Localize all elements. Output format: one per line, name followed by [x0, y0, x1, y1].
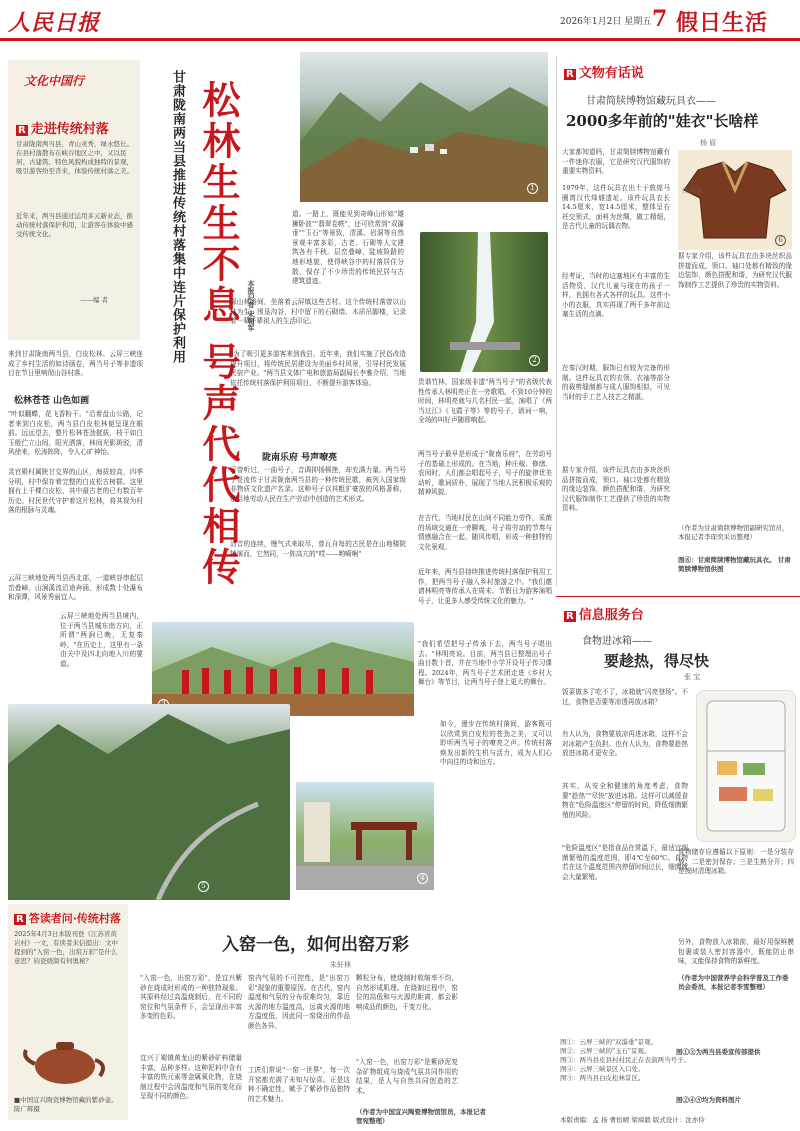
- masthead-rule: [0, 38, 800, 41]
- issue-date: 2026年1月2日 星期五: [560, 17, 652, 27]
- reader-question: 2025年4月3日本版刊登《江苏省黄岩村》一文，有读者来信提出：文中提到的"入窑一色，出窑万彩"是什么意思？钧瓷烧制有何奥秘？: [14, 930, 118, 965]
- caption-5: 图⑤：两当县白皮松林景区。: [560, 1074, 645, 1082]
- service-author: 张 宝: [684, 673, 701, 681]
- photo-credit-1: 图①③为两当县委宣传部提供: [676, 1048, 761, 1056]
- caption-3: 图③：两当县皮县村村民正在表演两当号子。: [560, 1056, 690, 1064]
- service-body-5: 食物储存应遵循以下原则：一是分装存放；二是密封保存；三是生熟分开；四是按时清理冰箱。: [678, 848, 794, 876]
- reader-note: （作者为中国宜兴陶瓷博物馆馆员，本报记者管宛整理）: [356, 1108, 486, 1125]
- feature-body-2: 深山林谷间，坐落着云屏镇这些古村。这个传统村落曾以山林为生，围垦沟谷，村中留下的石砌墙、木质吊脚楼，记录着一辈子辈祖人的生活印记。: [230, 298, 406, 326]
- feature-body-8: 在古代，当地村民在山间不同能力劳作，采菌的场域交通在一旁聊观，号子将劳动的节奏与情感融合在一起，随风传唱，形成一种独特的文化景观。: [418, 514, 552, 551]
- artifact-author: 杨 眉: [700, 139, 717, 147]
- artifact-title: 2000多年前的"娃衣"长啥样: [566, 112, 759, 130]
- artifact-kicker: 甘肃简牍博物馆藏玩具衣——: [586, 96, 716, 107]
- reader-body-1: "入窑一色，出窑万彩"，是宜兴紫砂在烧成时形成的一种独特现象。其原料经过高温烧制后，在不同的窑位和气氛条件下，会呈现出丰富多变的色彩。: [140, 974, 242, 1021]
- tag-service: R 信息服务台: [566, 608, 644, 623]
- artifact-caption: 图⑥：甘肃简牍博物馆藏玩具衣。 甘肃简牍博物馆供图: [678, 556, 791, 573]
- reader-body-5: 颗粒分布，使烧制时收缩率不均，自然形成肌理。在烧制过程中，窑位的高低和与火源的距离，都会影响成品的颜色，千变万化。: [356, 974, 458, 1011]
- feature-body-3: "为了吸引更多游客来到我县，近年来，我们实施了民俗改造提升项目，将传统民居建设为美丽乡村风景，引导村民发展民宿产业。"两当县文体广电和旅游局副局长李雅介绍，当地依托传统村落保护利用项目，不断提升游客体验。: [230, 350, 406, 387]
- feature-body-5: 清音的连续，慢气式来取尽，曾瓦自每的古民是在山地楼院特演而，它然同，一阵高亢的"哎——哟嗬啊": [230, 540, 406, 558]
- left-poem: 云屏三峡地处两当县境内，位于两当县城东南方向，正所谓"两涧已晚，无复秦岭。"在历史上，这里有一条由关中及四北向地入川的要道。: [60, 612, 143, 668]
- artifact-body-cont: 据专家介绍，该件玩具衣由多块丝织品拼接而成，领口、袖口处都有精致的缘边装饰，颜色搭配和谐，为研究汉代服饰制作工艺提供了珍贵的实物资料。: [678, 252, 792, 289]
- photo-waterfall: [420, 232, 548, 372]
- photo-toy-garment: [678, 150, 792, 250]
- photo-gate: [296, 782, 434, 890]
- artifact-body-3: 经考证，当时的边塞地区有丰富的生活物资，汉代儿童与现在的孩子一样，也拥有各式各样的玩具。这件小小的衣服，真实再现了两千多年前边塞生活的点滴。: [562, 272, 670, 319]
- intro-panel: [8, 60, 140, 340]
- service-body-4: "危险温度区"是指食品在常温下，最适宜细菌繁殖的温度范围，即4℃至60℃。食物若在这个温度范围内停留时间过长，细菌就会大量繁殖。: [562, 844, 688, 881]
- photo-label: 竹·玩具: [682, 188, 702, 195]
- service-title: 要趁热，得尽快: [604, 652, 710, 670]
- photo-num-2: 2: [529, 355, 540, 366]
- captions-block: [560, 1038, 794, 1083]
- photo-num-6: 6: [775, 235, 786, 246]
- teapot-illustration: [20, 1030, 110, 1088]
- service-body-1: 饭菜做多了吃不了，冰箱就"闪亮登场"。不过，食物是否要等凉透再放冰箱？: [562, 688, 688, 706]
- service-kicker: 食物进冰箱——: [582, 636, 652, 647]
- artifact-body-4: 在秦汉时期，服饰已有较为完备的形制。这件玩具衣的衣领、衣袖等部分的裁剪缝制都与成人服饰相似，可见当时的手工艺人技艺之精湛。: [562, 364, 670, 401]
- left-body-1: 来到甘肃陇南两当县，白皮松林、云屏三峡连成了乡村生活的如诗画卷，两当号子等非遗项目在节日里响彻山谷村落。: [8, 350, 143, 378]
- editor-sign: ——编 者: [80, 296, 109, 304]
- reader-title: 入窑一色，如何出窑万彩: [222, 935, 409, 955]
- reader-body-2: 宜兴丁蜀镇黄龙山的紫砂矿料储量丰富，品种多样。这种泥料中含有丰富的铁元素等金属氧化物，在烧制过程中会因温度和气氛的变化而呈现不同的颜色。: [140, 1054, 242, 1101]
- artifact-note: （作者为甘肃简牍博物馆副研究馆员，本报记者李琛奕采访整理）: [678, 524, 789, 541]
- service-note: （作者为中国营养学会科学普及工作委员会委员，本报记者李雪整理）: [678, 974, 789, 991]
- page-number: 7: [652, 6, 668, 32]
- feature-headline: 松林生生不息 号声代代相传: [196, 80, 241, 589]
- caption-4: 图④：云屏三峡景区入口处。: [560, 1065, 645, 1073]
- page-credit: 本版责编：孟 扬 曹怡晴 梁璋毅 版式设计：沈亦伶: [560, 1116, 705, 1124]
- tag-artifact: R 文物有话说: [566, 66, 644, 81]
- left-body-4: 云屏三峡地处两当县西北部，一道峡谷串起层峦叠嶂，山涧溪流沿途奔涌，形成数十处瀑布和深潭，风景秀丽宜人。: [8, 574, 143, 602]
- photo-num-5: 5: [198, 881, 209, 892]
- feature-body-10: "我们希望把号子传承下去，两当号子唱出去。"林明亮说。目前，两当县已整理出号子曲目数十首，并在当地中小学开设号子传习课程。2024年，两当号子艺术团走进《乡村大舞台》等节目，让两当号子登上更大的舞台。: [418, 640, 552, 687]
- reader-body-4: 工匠们常说"一窑一世界"，每一次开窑都充满了未知与惊喜。正是这种不确定性，赋予了紫砂作品独特的艺术魅力。: [248, 1066, 350, 1103]
- fridge-illustration: [696, 690, 796, 842]
- feature-subhead: 甘肃陇南两当县推进传统村落集中连片保护利用: [170, 70, 185, 364]
- left-body-2: "叶似翻蝶，花飞香粉干。"沿着盘山公路，记者来到白皮松，两当县白皮松林便呈现在眼前。远远望去，整片松林苍劲挺拔，枝干如白玉般伫立山间，阳光洒落，林间光影斑驳，清风徐来，松涛阵阵，令人心旷神怡。: [8, 410, 143, 457]
- service-body-3: 其实，从安全和健康的角度考虑，食物要"趁热""尽快"放进冰箱。这样可以减缓食物在"危险温度区"停留的时间，降低细菌繁殖的风险。: [562, 782, 688, 819]
- feature-body-9: 近年来，两当县持续推进传统村落保护利用工作，把两当号子融入乡村旅游之中。"我们邀请林明亮等传承人在周末、节假日为游客演唱号子，让更多人感受传统文化的魅力。": [418, 568, 552, 605]
- reader-author: 朱轩林: [330, 961, 351, 969]
- section-title: 假日生活: [676, 10, 769, 36]
- reader-body-3: 窑内气氛的不可控性，是"出窑万彩"现象的重要原因。在古代，窑内温度和气氛的分布很难均匀，靠近火源的地方温度高，远离火源的地方温度低，因此同一窑烧出的作品颜色各异。: [248, 974, 350, 1030]
- photo-num-4: 4: [417, 873, 428, 884]
- photo-performers: [152, 622, 414, 716]
- subhead-pines: 松林苍苍 山色如画: [14, 396, 90, 406]
- intro-text: 甘肃陇南两当县，青山灵秀，绿水悠长。在县村落散布在峡谷地区之中，又以民居、古建筑、特色风貌构成独特的景观，吸引游客纷至沓来，体验传统村落之美。: [16, 140, 133, 175]
- photo-num-1: 1: [527, 183, 538, 194]
- artifact-body-1: 大家都知道吗，甘肃简牍博物馆藏有一件迷你衣服，它是研究汉代服饰的重要实物资料。: [562, 148, 670, 176]
- feature-body-7: 两当号子最早是形成于"陇南乐府"，在劳动号子的基础上形成的。在当地，种庄稼、修缮、农闲时，人们都会唱起号子，号子的旋律优美动听，歌词质朴，展现了当地人民积极乐观的精神风貌。: [418, 450, 552, 497]
- reader-body-6: "入窑一色，出窑万彩"是紫砂泥复杂矿物组成与烧成气氛共同作用的结果，是人与自然共同创造的艺术。: [356, 1058, 458, 1095]
- service-body-6: 另外，食物放入冰箱前，最好用保鲜膜包裹或装入密封容器中，既能防止串味，又能保持食物的新鲜度。: [678, 938, 794, 966]
- caption-2: 图②：云屏三峡的"玉石"景观。: [560, 1047, 651, 1055]
- artifact-body-5: 据专家介绍，该件玩具衣由多块丝织品拼接而成，领口、袖口处都有精致的缘边装饰，颜色搭配和谐，为研究汉代服饰制作工艺提供了珍贵的实物资料。: [562, 466, 670, 513]
- service-body-2: 有人认为，食物要放凉再进冰箱，这样不会对冰箱产生负担。也有人认为，食物要趁热放进冰箱才更安全。: [562, 730, 688, 758]
- column-divider: [556, 56, 557, 586]
- feature-body-4: 可曾听过，一曲号子，音调抑扬顿挫，却充满力量。两当号子是流传于甘肃陇南两当县的一种传统民歌，被列入国家级非物质文化遗产名录。这种号子以其粗犷豪放的风格著称，是当地劳动人民在生产劳动中创造的艺术形式。: [230, 466, 406, 503]
- newspaper-logo: 人民日报: [8, 10, 101, 36]
- feature-body-6: 贵谐竹林，国家级非遗"两当号子"的省级代表性传承人林明亮正在一旁歌唱。不到10分钟的时间，林明亮就与几名村民一起，演唱了《两当过江》《飞霞子等》等的号子，谱词一响，全场的叫好声随即响起。: [418, 378, 552, 425]
- caption-1: 图①：云屏三峡的"双瀑垂"景观。: [560, 1038, 657, 1046]
- intro-text-2: 近年来，两当县通过运用多元新业态，推动传统村落保护利用，让游客在体验中感受传统文化。: [16, 212, 133, 238]
- feature-byline: 本报记者 宋朝军: [247, 280, 256, 332]
- feature-body-1: 道。一路上，既能见到奇峰山形如"雄狮卧波""翡翠卷帙"，还可欣赏到"双瀑垂""玉石"等景致，清溪、岩洞等自然景观丰富多彩，古老、石砌等人文建筑各有千秋。层峦叠嶂，陡坡险路的地形地貌，使得峡谷中的村落居住分散，保存了不少珍贵的传统民居与古建筑遗迹。: [292, 210, 404, 286]
- subhead-songs: 陇南乐府 号声嘹亮: [262, 453, 338, 463]
- photo-credit-2: 图②④⑤均为资料图片: [676, 1096, 741, 1104]
- column-logo: 文化中国行: [24, 74, 85, 88]
- reader-caption: ■中国宜兴陶瓷博物馆藏的紫砂壶。 陈广辉摄: [14, 1096, 118, 1113]
- photo-pine-road: [8, 704, 290, 900]
- tag-reader: R 答读者问·传统村落: [16, 912, 121, 925]
- photo-mountain-village: [300, 52, 548, 202]
- tag-village: R 走进传统村落: [18, 122, 109, 137]
- feature-body-11: 如今，漫步在传统村落间，游客既可以欣赏到白皮松的苍劲之美，又可以聆听两当号子的嘹亮之声。传统村落焕发出新的生机与活力，成为人们心中向往的诗和远方。: [440, 720, 552, 767]
- service-rule: [556, 596, 800, 597]
- artifact-body-2: 1979年，这件玩具衣出土于敦煌马圈湾汉代烽燧遗址。该件玩具衣长14.5厘米，宽14.5厘米，整体呈右衽交领式，面料为丝绸，做工精细，是古代儿童的玩偶衣物。: [562, 184, 670, 231]
- left-body-3: 灵官殿村属陕甘交界的山区，海拔较高，四季分明，村中保存着完整的白皮松古树群。这里拥有上千棵白皮松，其中最古老的已有数百年历史。村民世代守护着这片松林，将其视为村落的根脉与灵魂。: [8, 468, 143, 515]
